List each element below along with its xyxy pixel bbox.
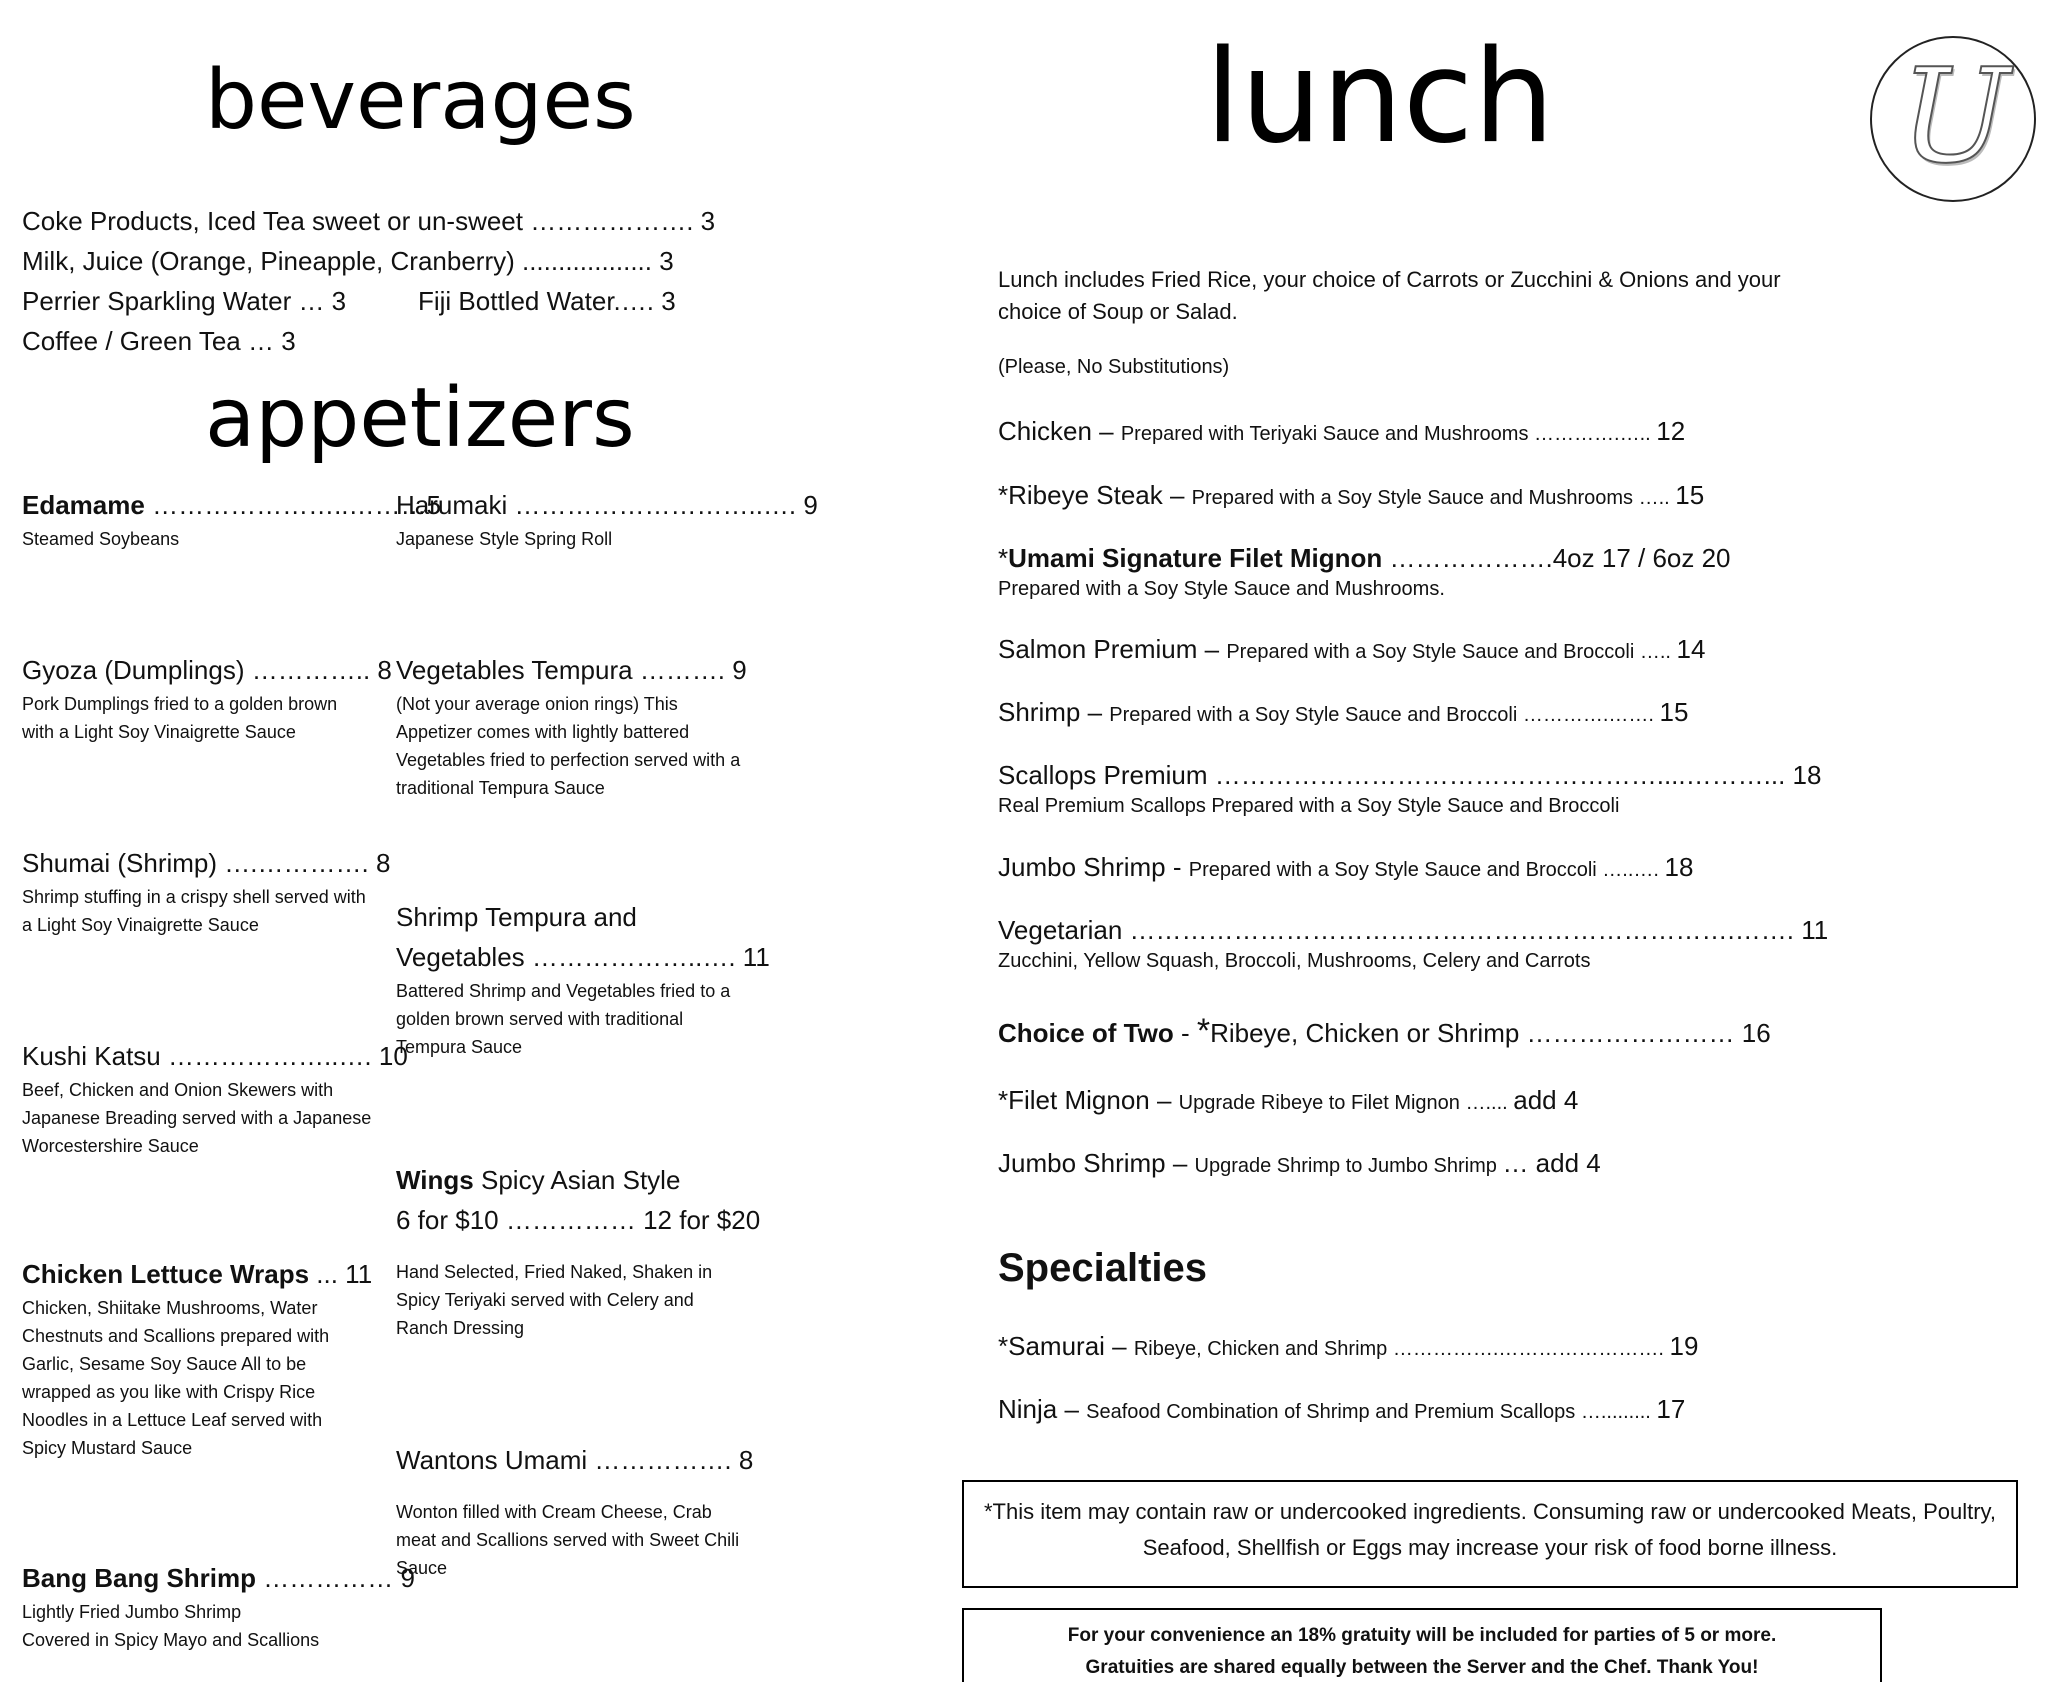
lunch-upgrade-filet-mignon — [998, 1083, 1578, 1120]
appetizer-shumai — [22, 843, 391, 939]
item-name: Bang Bang Shrimp — [22, 1563, 257, 1593]
item-description: (Not your average onion rings) This Appetizer comes with lightly battered Vegetables fried to perfection served with a traditional Tempura Sauce — [396, 694, 741, 798]
item-name: Jumbo Shrimp - — [998, 852, 1189, 882]
raw-food-warning — [962, 1480, 2018, 1588]
restaurant-logo — [1870, 36, 2036, 202]
specialties-heading: Specialties — [998, 1246, 1208, 1290]
beverage-line-perrier: Perrier Sparkling Water … 3 — [22, 286, 347, 316]
item-description: Prepared with Teriyaki Sauce and Mushrooms ………….….. — [1120, 423, 1657, 445]
item-description: Hand Selected, Fried Naked, Shaken in Spicy Teriyaki served with Celery and Ranch Dressing — [396, 1262, 713, 1338]
item-name: Jumbo Shrimp – — [998, 1148, 1195, 1178]
appetizer-vegetables-tempura — [396, 650, 746, 802]
item-description: Shrimp stuffing in a crispy shell served with a Light Soy Vinaigrette Sauce — [22, 887, 366, 935]
beverage-line-milk-juice: Milk, Juice (Orange, Pineapple, Cranberry) .................. 3 — [22, 246, 674, 276]
item-description: Steamed Soybeans — [22, 529, 180, 549]
item-name: Umami Signature Filet Mignon — [1008, 543, 1383, 573]
item-description: Chicken, Shiitake Mushrooms, Water Chestnuts and Scallions prepared with Garlic, Sesame Soy Sauce All to be wrapped as you like with Crispy Rice Noodles in a Lettuce Leaf served with Spicy Mustard Sauce — [22, 1298, 330, 1458]
raw-food-warning-text: *This item may contain raw or undercooked ingredients. Consuming raw or undercooked Meats, Poultry, Seafood, Shellfish or Eggs may increase your risk of food borne illness. — [983, 1499, 1997, 1560]
beverage-line-fiji: Fiji Bottled Water.…. 3 — [418, 286, 676, 316]
item-price: … add 4 — [1502, 1148, 1601, 1178]
item-description: Japanese Style Spring Roll — [396, 529, 613, 549]
lunch-item-choice-of-two — [998, 1014, 1771, 1050]
item-price: 15 — [1675, 480, 1705, 510]
appetizer-chicken-lettuce-wraps — [22, 1254, 373, 1462]
lunch-heading: lunch — [1205, 23, 1555, 172]
item-description: Ribeye, Chicken and Shrimp …………….……………………. — [1133, 1338, 1670, 1360]
lunch-upgrade-jumbo-shrimp — [998, 1146, 1601, 1183]
item-star: * — [1196, 1012, 1211, 1050]
item-price: ... 11 — [309, 1259, 373, 1289]
lunch-item-chicken — [998, 414, 1685, 451]
beverage-line-coffee: Coffee / Green Tea … 3 — [22, 326, 296, 356]
appetizer-wantons-umami — [396, 1440, 754, 1582]
beverages-heading: beverages — [205, 53, 636, 148]
item-description: Wonton filled with Cream Cheese, Crab meat and Scallions served with Sweet Chili Sauce — [396, 1502, 740, 1578]
gratuity-line-2: Gratuities are shared equally between the Server and the Chef. Thank You! — [1085, 1657, 1759, 1678]
appetizer-edamame — [22, 485, 441, 553]
lunch-no-substitutions: (Please, No Substitutions) — [998, 356, 1230, 378]
item-name: Shumai (Shrimp) ….…………. 8 — [22, 848, 391, 878]
item-name: Choice of Two — [998, 1018, 1174, 1048]
lunch-item-ribeye-steak — [998, 478, 1704, 515]
item-description: Seafood Combination of Shrimp and Premium Scallops …......... — [1086, 1401, 1657, 1423]
item-description: Prepared with a Soy Style Sauce and Mushrooms ….. — [1191, 487, 1676, 509]
item-price: add 4 — [1513, 1085, 1579, 1115]
item-name: Wings — [396, 1165, 474, 1195]
lunch-item-filet-mignon — [998, 541, 1731, 603]
specialty-samurai — [998, 1329, 1698, 1366]
item-price: 15 — [1659, 697, 1689, 727]
item-name: Chicken – — [998, 416, 1121, 446]
item-price: 18 — [1664, 852, 1694, 882]
item-name: Harumaki ………………………..…. 9 — [396, 490, 818, 520]
item-price: Ribeye, Chicken or Shrimp …………………… 16 — [1210, 1018, 1771, 1048]
item-price: 6 for $10 …………… 12 for $20 — [396, 1205, 761, 1235]
item-price: …………………..………5 — [144, 490, 441, 520]
item-description: Beef, Chicken and Onion Skewers with Japanese Breading served with a Japanese Worcestershire Sauce — [22, 1080, 372, 1156]
beverage-line-soda: Coke Products, Iced Tea sweet or un-sweet ………………. 3 — [22, 206, 716, 236]
gratuity-notice — [962, 1608, 1882, 1682]
specialty-ninja — [998, 1392, 1685, 1429]
item-price: 12 — [1656, 416, 1686, 446]
item-description: Upgrade Shrimp to Jumbo Shrimp — [1194, 1155, 1503, 1177]
gratuity-line-1: For your convenience an 18% gratuity will be included for parties of 5 or more. — [1067, 1625, 1777, 1646]
item-description: Battered Shrimp and Vegetables fried to a golden brown served with traditional Tempura Sauce — [396, 981, 731, 1057]
item-name: *Samurai – — [998, 1331, 1134, 1361]
item-name: Vegetables Tempura ………. 9 — [396, 655, 747, 685]
item-name: *Filet Mignon – — [998, 1085, 1179, 1115]
lunch-intro: Lunch includes Fried Rice, your choice of Carrots or Zucchini & Onions and your choice of Soup or Salad. — [998, 267, 1781, 324]
item-name: Ninja – — [998, 1394, 1087, 1424]
item-prefix: * — [998, 543, 1009, 573]
appetizer-harumaki — [396, 485, 818, 553]
item-description: Real Premium Scallops Prepared with a Soy Style Sauce and Broccoli — [998, 795, 1620, 817]
item-price: 14 — [1676, 634, 1706, 664]
item-name-line-1: Shrimp Tempura and — [396, 902, 637, 932]
item-separator: - — [1173, 1018, 1197, 1048]
item-name: Wantons Umami ……………. 8 — [396, 1445, 754, 1475]
item-name-line-2: Vegetables ………………..…. 11 — [396, 942, 770, 972]
item-name: Edamame — [22, 490, 145, 520]
item-description: Prepared with a Soy Style Sauce and Broccoli …..…. — [1188, 859, 1665, 881]
item-name: Chicken Lettuce Wraps — [22, 1259, 310, 1289]
item-description: Prepared with a Soy Style Sauce and Broccoli ………….……. — [1109, 704, 1660, 726]
item-name: Gyoza (Dumplings) ………….. 8 — [22, 655, 392, 685]
item-description: Upgrade Ribeye to Filet Mignon ….... — [1178, 1092, 1514, 1114]
item-description-line-2: Covered in Spicy Mayo and Scallions — [22, 1630, 320, 1650]
item-name: Vegetarian …………………………………………………………….……. 11 — [998, 915, 1829, 945]
item-description: Prepared with a Soy Style Sauce and Mushrooms. — [998, 578, 1445, 600]
item-name: Kushi Katsu ………………..…. 10 — [22, 1041, 408, 1071]
item-description: Zucchini, Yellow Squash, Broccoli, Mushrooms, Celery and Carrots — [998, 950, 1591, 972]
item-name: Salmon Premium – — [998, 634, 1227, 664]
item-description: Prepared with a Soy Style Sauce and Broccoli ….. — [1226, 641, 1677, 663]
item-price: ……………….4oz 17 / 6oz 20 — [1382, 543, 1731, 573]
lunch-item-shrimp — [998, 695, 1688, 732]
item-description-line-1: Lightly Fried Jumbo Shrimp — [22, 1602, 242, 1622]
item-description: Pork Dumplings fried to a golden brown with a Light Soy Vinaigrette Sauce — [22, 694, 338, 742]
item-price: 17 — [1656, 1394, 1686, 1424]
lunch-item-jumbo-shrimp — [998, 850, 1693, 887]
item-name: Shrimp – — [998, 697, 1110, 727]
appetizer-shrimp-tempura — [396, 897, 770, 1061]
lunch-item-scallops-premium — [998, 758, 1821, 820]
item-price: 19 — [1669, 1331, 1699, 1361]
appetizer-bang-bang-shrimp — [22, 1558, 415, 1654]
logo-letter: U — [1900, 40, 2010, 192]
item-name: Scallops Premium ……………………………………………....………... 18 — [998, 760, 1822, 790]
item-price: …………… 9 — [256, 1563, 415, 1593]
appetizer-kushi-katsu — [22, 1036, 408, 1160]
appetizer-gyoza — [22, 650, 392, 746]
lunch-item-vegetarian — [998, 913, 1828, 975]
lunch-item-salmon-premium — [998, 632, 1705, 669]
item-name: *Ribeye Steak – — [998, 480, 1192, 510]
appetizers-heading: appetizers — [205, 371, 635, 466]
appetizer-wings — [396, 1160, 761, 1342]
item-subtitle: Spicy Asian Style — [473, 1165, 681, 1195]
